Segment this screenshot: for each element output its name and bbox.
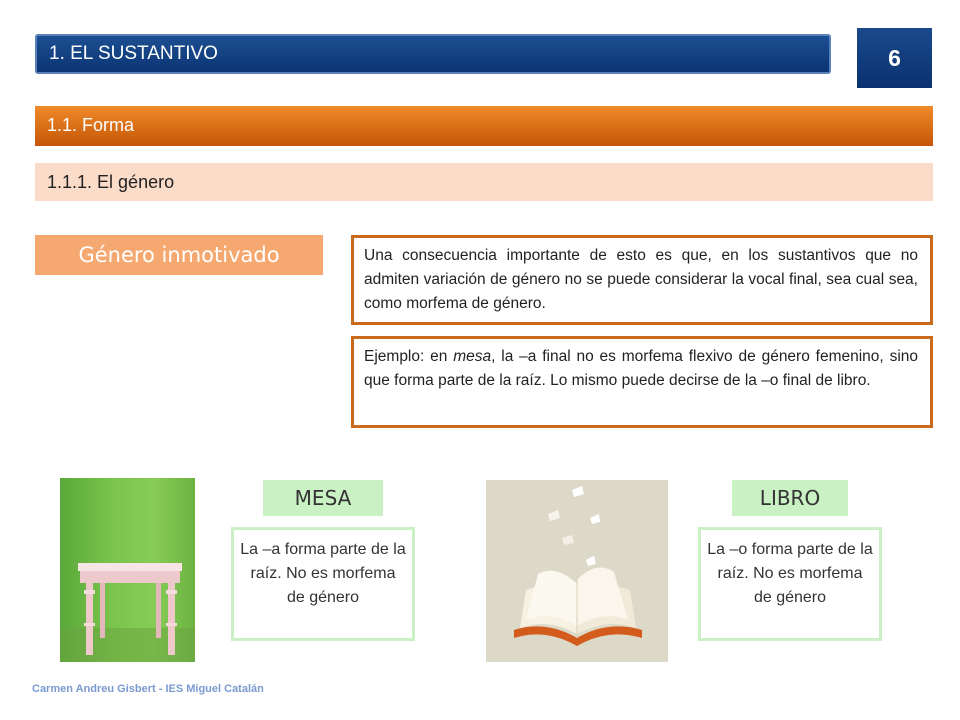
subsubsection-title-bar	[35, 163, 933, 201]
libro-caption: La –o forma parte de la raíz. No es morfema de género	[698, 527, 882, 641]
section-title: 1. EL SUSTANTIVO	[49, 43, 218, 64]
example-text-end: , la –a final no es morfema flexivo de género femenino, sino que forma parte de la raíz. Lo mismo puede decirse de la –o final de libro.	[364, 348, 918, 389]
page-number: 6	[857, 28, 932, 88]
table-illustration-icon	[60, 478, 195, 662]
subsection-title-bar	[35, 106, 933, 146]
paragraph-consequence: Una consecuencia importante de esto es que, en los sustantivos que no admiten variación de género no se puede considerar la vocal final, sea cual sea, como morfema de género.	[351, 235, 933, 325]
example-text-start: Ejemplo: en	[364, 348, 454, 365]
mesa-caption: La –a forma parte de la raíz. No es morfema de género	[231, 527, 415, 641]
subsection-title: 1.1. Forma	[47, 115, 135, 135]
example-word-mesa: mesa	[453, 348, 492, 365]
footer-credit: Carmen Andreu Gisbert - IES Miguel Catalán	[32, 683, 264, 695]
libro-label: LIBRO	[732, 480, 848, 516]
open-book-illustration-icon	[486, 480, 668, 662]
mesa-label: MESA	[263, 480, 383, 516]
book-image	[486, 480, 668, 662]
topic-label: Género inmotivado	[35, 235, 323, 275]
table-image	[60, 478, 195, 662]
paragraph-example	[351, 336, 933, 428]
subsubsection-title: 1.1.1. El género	[47, 172, 175, 192]
section-title-bar	[35, 34, 831, 74]
